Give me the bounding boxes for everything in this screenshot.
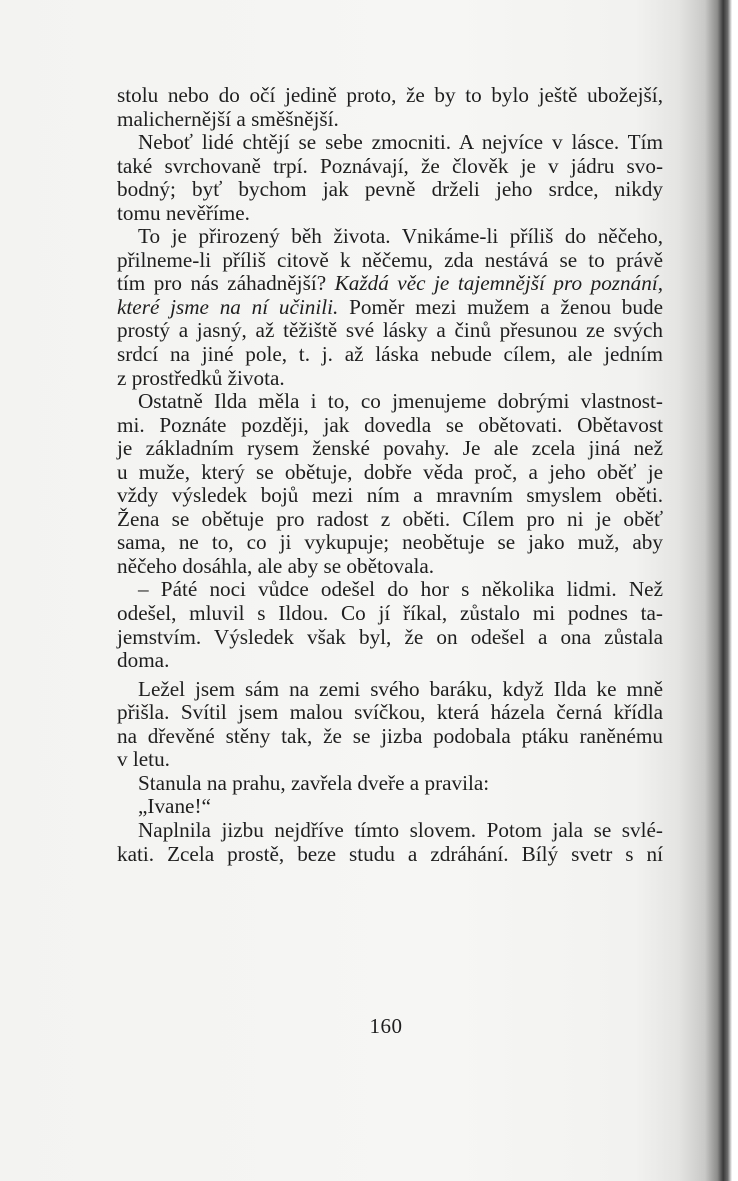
text-line: bodný; byť bychom jak pevně drželi jeho srdce, nikdy (117, 177, 663, 202)
text-line: u muže, který se obětuje, dobře věda proč, a jeho oběť je (117, 459, 663, 484)
text-line: v letu. (117, 747, 170, 772)
text-run: tím pro nás záhadnější? (117, 271, 327, 296)
italic-quote: Každá věc je tajemnější pro poznání, (334, 271, 663, 296)
text-line: malichernější a směšnější. (117, 106, 339, 131)
text-line: je základním rysem ženské povahy. Je ale zcela jiná než (117, 436, 663, 461)
text-line: Stanula na prahu, zavřela dveře a pravila: (138, 770, 490, 795)
text-line: jemstvím. Výsledek však byl, že on odešel a ona zůstala (117, 624, 663, 649)
text-line: doma. (117, 648, 170, 673)
text-run: Poměr mezi mužem a ženou bude (349, 294, 663, 319)
text-line: Žena se obětuje pro radost z oběti. Cílem pro ni je oběť (117, 506, 663, 531)
text-line: vždy výsledek bojů mezi ním a mravním smyslem oběti. (117, 483, 663, 508)
text-line: kati. Zcela prostě, beze studu a zdráhání. Bílý svetr s ní (117, 841, 663, 866)
text-line: také svrchovaně trpí. Poznávají, že člověk je v jádru svo- (117, 153, 663, 178)
text-line: „Ivane!“ (138, 794, 211, 819)
text-line: odešel, mluvil s Ildou. Co jí říkal, zůstalo mi podnes ta- (117, 601, 663, 626)
text-line: z prostředků života. (117, 365, 285, 390)
text-line: To je přirozený běh života. Vnikáme-li příliš do něčeho, (138, 224, 663, 249)
text-line: přilneme-li příliš citově k něčemu, zda nestává se to právě (117, 247, 663, 272)
text-line: Neboť lidé chtějí se sebe zmocniti. A nejvíce v lásce. Tím (138, 130, 663, 155)
text-line: na dřevěné stěny tak, že se jizba podobala ptáku raněnému (117, 723, 663, 748)
text-line: srdcí na jiné pole, t. j. až láska nebude cílem, ale jedním (117, 342, 663, 367)
body-text (117, 84, 663, 866)
text-line: stolu nebo do očí jedině proto, že by to bylo ještě ubožejší, (117, 83, 663, 107)
text-line: – Páté noci vůdce odešel do hor s několika lidmi. Než (138, 577, 663, 602)
text-line: prostý a jasný, až těžiště své lásky a činů přesunou ze svých (117, 318, 663, 343)
text-line: Naplnila jizbu nejdříve tímto slovem. Potom jala se svlé- (138, 817, 663, 842)
text-line: něčeho dosáhla, ale aby se obětovala. (117, 553, 435, 578)
page-number: 160 (369, 1014, 403, 1038)
text-line: sama, ne to, co ji vykupuje; neobětuje se jako muž, aby (117, 530, 663, 555)
text-line: mi. Poznáte později, jak dovedla se obětovati. Obětavost (117, 412, 663, 437)
text-line: Ostatně Ilda měla i to, co jmenujeme dobrými vlastnost- (138, 389, 663, 414)
text-line: Ležel jsem sám na zemi svého baráku, když Ilda ke mně (138, 676, 663, 701)
italic-quote: které jsme na ní učinili. (117, 294, 339, 319)
text-line (117, 296, 663, 320)
text-line: přišla. Svítil jsem malou svíčkou, která házela černá křídla (117, 700, 663, 725)
text-line (117, 272, 663, 296)
text-line: tomu nevěříme. (117, 200, 250, 225)
